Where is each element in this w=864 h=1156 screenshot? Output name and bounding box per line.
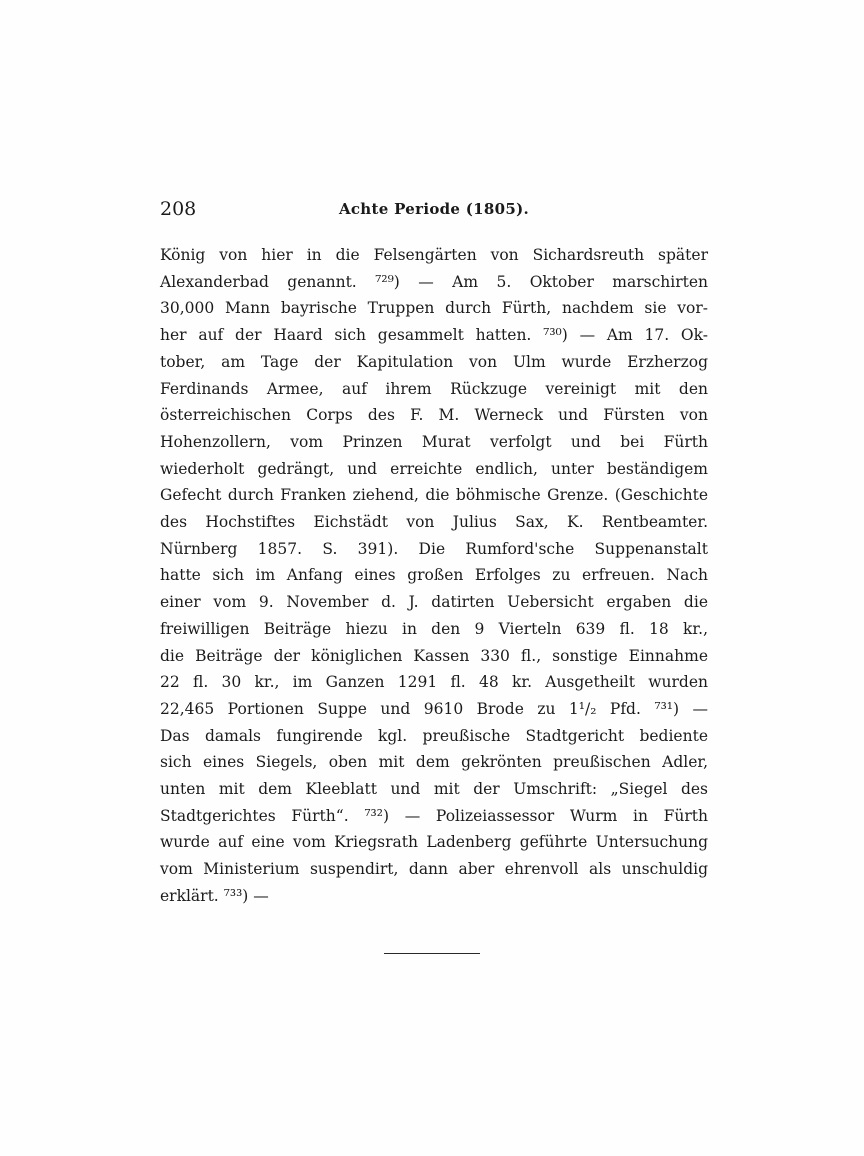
- text-line: sich eines Siegels, oben mit dem gekrönten preußischen Adler,: [160, 753, 708, 772]
- text-line: her auf der Haard sich gesammelt hatten. ⁷³⁰) — Am 17. Ok-: [160, 326, 708, 345]
- text-line: Hohenzollern, vom Prinzen Murat verfolgt und bei Fürth: [160, 432, 708, 451]
- page-number: 208: [160, 198, 197, 220]
- text-line: die Beiträge der königlichen Kassen 330 fl., sonstige Einnahme: [160, 646, 708, 665]
- text-line: Nürnberg 1857. S. 391). Die Rumford'sche Suppenanstalt: [160, 539, 708, 558]
- text-line: österreichischen Corps des F. M. Werneck und Fürsten von: [160, 406, 708, 425]
- footnote-separator-rule: [384, 953, 480, 954]
- text-line: einer vom 9. November d. J. datirten Uebersicht ergaben die: [160, 593, 708, 612]
- text-line: freiwilligen Beiträge hiezu in den 9 Vierteln 639 fl. 18 kr.,: [160, 619, 708, 638]
- text-line: Gefecht durch Franken ziehend, die böhmische Grenze. (Geschichte: [160, 486, 708, 505]
- text-line: wurde auf eine vom Kriegsrath Ladenberg geführte Untersuchung: [160, 833, 708, 852]
- text-line: des Hochstiftes Eichstädt von Julius Sax, K. Rentbeamter.: [160, 513, 708, 532]
- text-line: Stadtgerichtes Fürth“. ⁷³²) — Polizeiassessor Wurm in Fürth: [160, 806, 708, 825]
- text-line: Ferdinands Armee, auf ihrem Rückzuge vereinigt mit den: [160, 379, 708, 398]
- text-line: erklärt. ⁷³³) —: [160, 886, 269, 905]
- text-line: 30,000 Mann bayrische Truppen durch Fürth, nachdem sie vor-: [160, 299, 708, 318]
- text-line: Alexanderbad genannt. ⁷²⁹) — Am 5. Oktober marschirten: [160, 272, 708, 291]
- text-line: 22,465 Portionen Suppe und 9610 Brode zu 1¹/₂ Pfd. ⁷³¹) —: [160, 699, 708, 718]
- text-line: König von hier in die Felsengärten von Sichardsreuth später: [160, 246, 708, 264]
- running-title: Achte Periode (1805).: [338, 200, 530, 218]
- text-line: wiederholt gedrängt, und erreichte endlich, unter beständigem: [160, 459, 708, 478]
- text-line: hatte sich im Anfang eines großen Erfolges zu erfreuen. Nach: [160, 566, 708, 585]
- body-text: [160, 242, 708, 910]
- text-line: tober, am Tage der Kapitulation von Ulm wurde Erzherzog: [160, 352, 708, 371]
- running-head: [160, 198, 708, 222]
- text-line: vom Ministerium suspendirt, dann aber ehrenvoll als unschuldig: [160, 860, 708, 879]
- text-line: unten mit dem Kleeblatt und mit der Umschrift: „Siegel des: [160, 780, 708, 799]
- text-line: 22 fl. 30 kr., im Ganzen 1291 fl. 48 kr. Ausgetheilt wurden: [160, 673, 708, 692]
- text-line: Das damals fungirende kgl. preußische Stadtgericht bediente: [160, 726, 708, 745]
